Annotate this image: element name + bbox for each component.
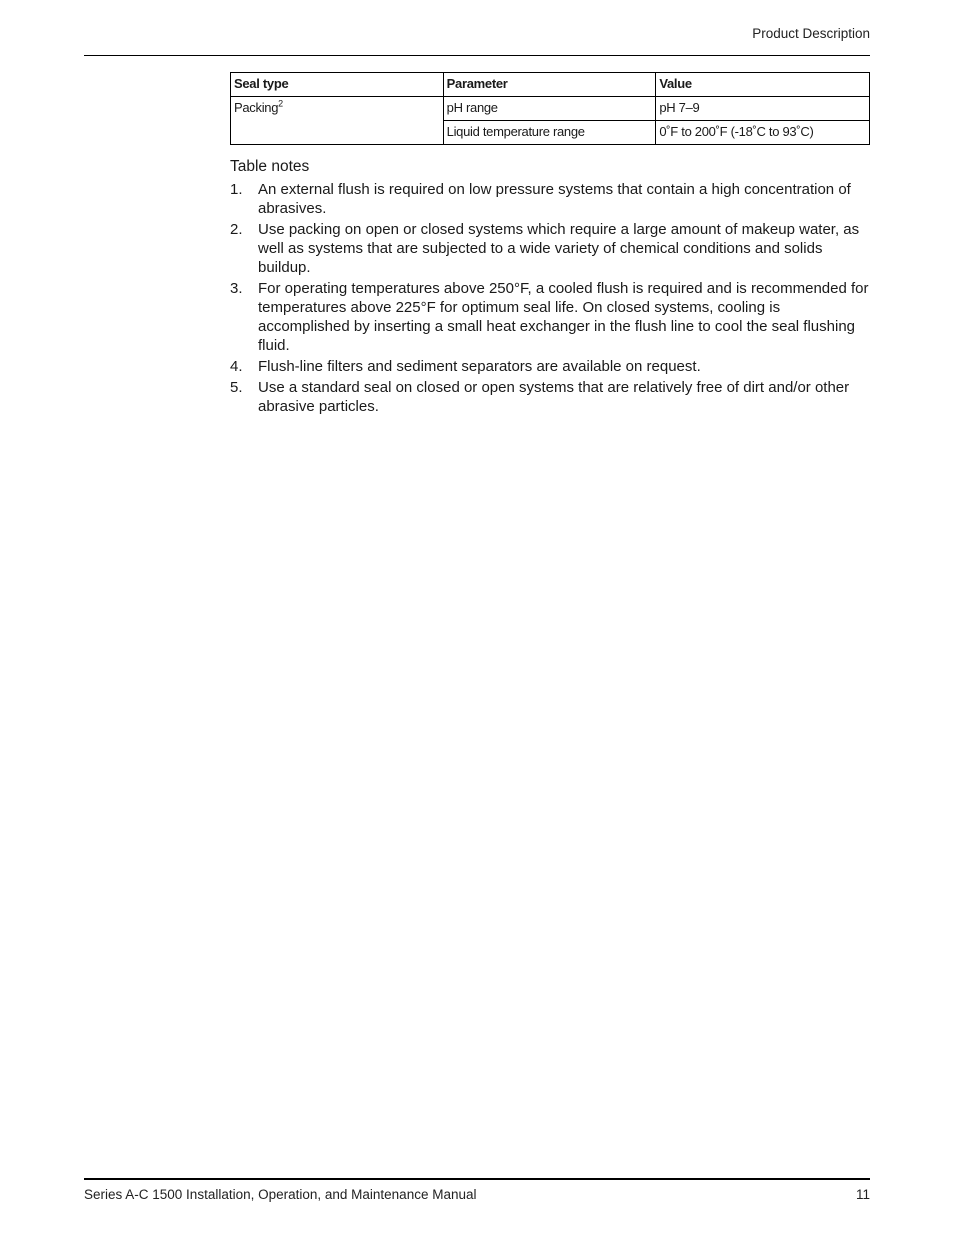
seal-type-footnote-ref: 2 [278,98,283,109]
table-row [231,97,870,121]
note-text: Flush-line filters and sediment separators are available on request. [258,358,701,375]
list-item [230,180,870,218]
note-text: An external flush is required on low pressure systems that contain a high concentration of abrasives. [258,181,851,217]
column-header-value: Value [656,73,870,97]
table-notes-title: Table notes [230,158,310,175]
parameter-cell: pH range [443,97,656,121]
footer-page-number: 11 [855,1187,870,1202]
note-number: 2. [230,221,243,238]
list-item [230,378,870,416]
note-number: 5. [230,379,243,396]
list-item [230,220,870,277]
note-text: For operating temperatures above 250°F, a cooled flush is required and is recommended for temperatures above 225°F for optimum seal life. On closed systems, cooling is accomplished by inserting a small heat exchanger in the flush line to cool the seal flushing fluid. [258,280,869,354]
note-number: 3. [230,280,243,297]
table-notes-list [230,180,870,416]
table-header-row [231,73,870,97]
note-number: 4. [230,358,243,375]
list-item [230,279,870,355]
header-divider [84,55,870,56]
seal-type-cell [231,97,444,145]
note-number: 1. [230,181,243,198]
footer-manual-title: Series A-C 1500 Installation, Operation, and Maintenance Manual [84,1187,477,1202]
page-header-section-title: Product Description [752,26,870,41]
list-item [230,357,870,376]
note-text: Use packing on open or closed systems which require a large amount of makeup water, as well as systems that are subjected to a wide variety of chemical conditions and solids buildup. [258,221,860,276]
value-cell: pH 7–9 [656,97,870,121]
value-cell: 0˚F to 200˚F (-18˚C to 93˚C) [656,121,870,145]
note-text: Use a standard seal on closed or open systems that are relatively free of dirt and/or other abrasive particles. [258,379,850,415]
column-header-seal-type: Seal type [231,73,444,97]
footer-divider [84,1178,870,1180]
seal-spec-table [230,72,870,145]
parameter-cell: Liquid temperature range [443,121,656,145]
table-notes [230,157,870,418]
column-header-parameter: Parameter [443,73,656,97]
seal-type-label: Packing [234,100,279,115]
